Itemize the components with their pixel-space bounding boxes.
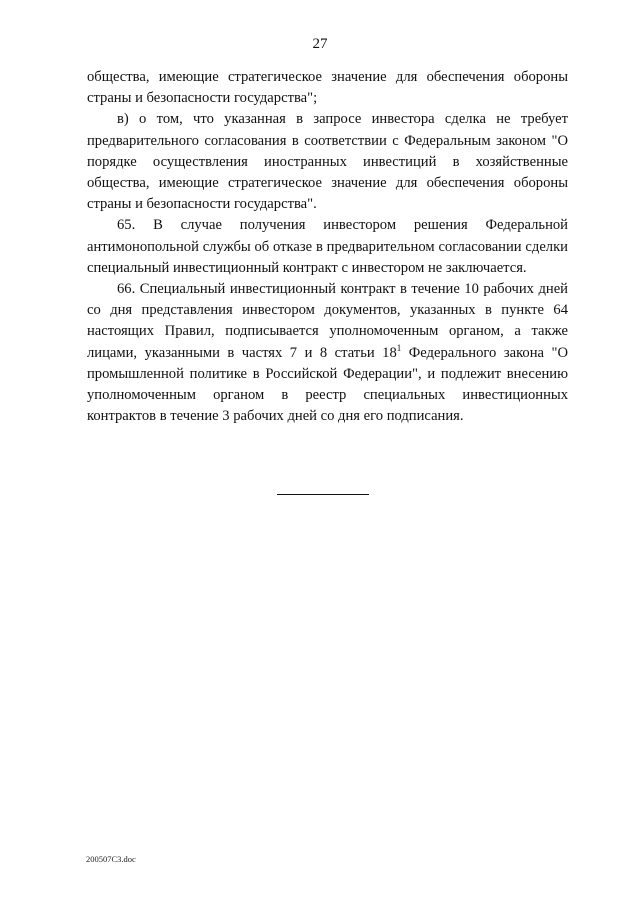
article-superscript: 1 [396,342,402,353]
paragraph-66 [87,279,568,427]
paragraph-65: 65. В случае получения инвестором решения Федеральной антимонопольной службы об отказе в предварительном согласовании сделки специальный инвестиционный контракт с инвестором не заключается. [87,217,568,276]
paragraph-66-part1: 66. Специальный инвестиционный контракт в течение 10 рабочих дней со дня представления инвестором документов, указанных в пункте 64 настоящих Правил, подписывается уполномоченным органом, а также лицами, указанными в частях 7 и 8 статьи 18 [87,281,568,361]
paragraph-continuation: общества, имеющие стратегическое значение для обеспечения обороны страны и безопасности государства"; [87,69,568,107]
page-number: 27 [312,36,328,52]
footer-document-code: 200507С3.doc [86,854,136,864]
end-separator-line [277,494,369,495]
paragraph-66-part2: Федерального закона "О промышленной политике в Российской Федерации", и подлежит внесению уполномоченным органом в реестр специальных инвестиционных контрактов в течение 3 рабочих дней со дня его подписания. [87,344,568,425]
paragraph-item-v: в) о том, что указанная в запросе инвестора сделка не требует предварительного согласования в соответствии с Федеральным законом "О порядке осуществления иностранных инвестиций в хозяйственные общества, имеющие стратегическое значение для обеспечения обороны страны и безопасности государства". [87,111,568,213]
document-body [87,67,568,427]
